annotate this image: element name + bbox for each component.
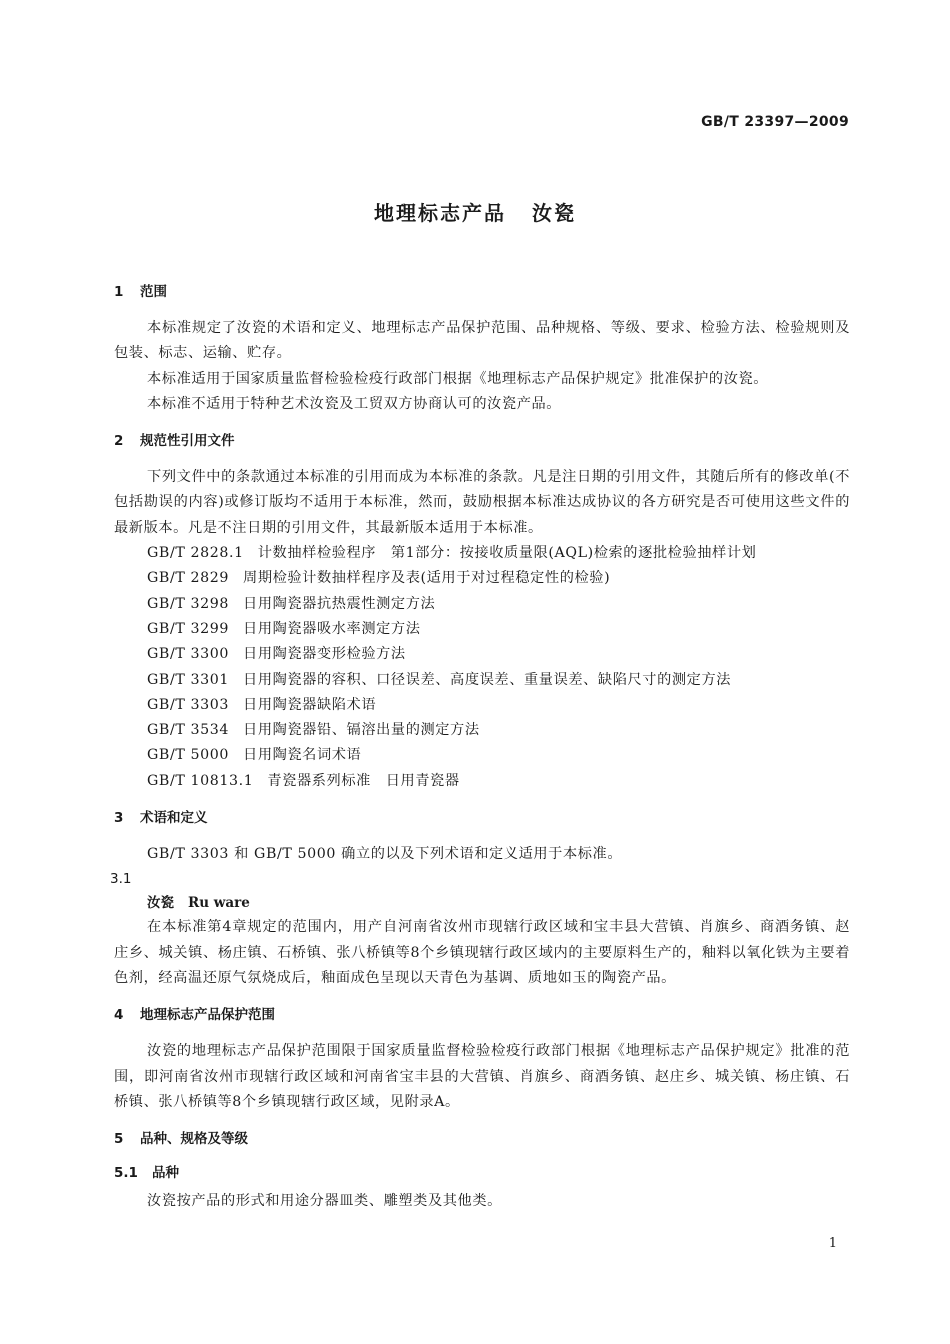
section-5-heading — [114, 1129, 850, 1149]
title-part-1: 地理标志产品 — [374, 201, 506, 225]
subsection-5-1-heading — [114, 1163, 850, 1183]
paragraph: GB/T 3303 和 GB/T 5000 确立的以及下列术语和定义适用于本标准。 — [147, 846, 623, 863]
term-heading — [114, 891, 850, 915]
section-number: 2 — [114, 433, 124, 450]
section-title: 术语和定义 — [140, 810, 208, 827]
reference-title: 日用陶瓷器变形检验方法 — [243, 646, 406, 663]
section-number: 3 — [114, 810, 124, 827]
paragraph: 汝瓷的地理标志产品保护范围限于国家质量监督检验检疫行政部门根据《地理标志产品保护规定》批准的范围，即河南省汝州市现辖行政区域和河南省宝丰县的大营镇、肖旗乡、商酒务镇、赵庄乡、城关镇、杨庄镇、石桥镇、张八桥镇等8个乡镇现辖行政区域，见附录A。 — [114, 1043, 850, 1110]
reference-item — [114, 718, 850, 743]
section-2-heading — [114, 431, 850, 451]
reference-title: 日用陶瓷器吸水率测定方法 — [243, 620, 421, 637]
reference-title: 日用陶瓷名词术语 — [243, 747, 362, 764]
paragraph: 本标准适用于国家质量监督检验检疫行政部门根据《地理标志产品保护规定》批准保护的汝瓷。 — [147, 370, 769, 387]
reference-code: GB/T 3298 — [147, 595, 230, 612]
reference-code: GB/T 10813.1 — [147, 772, 254, 789]
subsection-number: 5.1 — [114, 1165, 138, 1182]
reference-code: GB/T 2829 — [147, 570, 230, 587]
section-title: 品种、规格及等级 — [140, 1131, 248, 1148]
document-body — [110, 282, 850, 1214]
reference-item — [114, 541, 850, 566]
paragraph: 本标准不适用于特种艺术汝瓷及工贸双方协商认可的汝瓷产品。 — [147, 395, 562, 412]
section-title: 规范性引用文件 — [140, 433, 235, 450]
reference-item — [114, 617, 850, 642]
reference-title: 周期检验计数抽样程序及表(适用于对过程稳定性的检验) — [243, 570, 611, 587]
paragraph: 汝瓷按产品的形式和用途分器皿类、雕塑类及其他类。 — [147, 1193, 502, 1210]
term-chinese: 汝瓷 — [147, 895, 174, 912]
reference-code: GB/T 3301 — [147, 671, 230, 688]
section-number: 5 — [114, 1131, 124, 1148]
section-4-heading — [114, 1005, 850, 1025]
reference-code: GB/T 2828.1 — [147, 545, 244, 562]
paragraph: 下列文件中的条款通过本标准的引用而成为本标准的条款。凡是注日期的引用文件，其随后所有的修改单(不包括勘误的内容)或修订版均不适用于本标准，然而，鼓励根据本标准达成协议的各方研究是否可使用这些文件的最新版本。凡是不注日期的引用文件，其最新版本适用于本标准。 — [114, 469, 850, 536]
reference-item — [114, 642, 850, 667]
reference-code: GB/T 3534 — [147, 722, 230, 739]
reference-item — [114, 693, 850, 718]
section-number: 1 — [114, 284, 124, 300]
section-1-heading — [114, 282, 850, 302]
term-english: Ru ware — [188, 895, 250, 912]
reference-code: GB/T 3299 — [147, 620, 230, 637]
page-number: 1 — [828, 1236, 837, 1251]
reference-title: 日用陶瓷器铅、镉溶出量的测定方法 — [243, 722, 480, 739]
subsection-title: 品种 — [152, 1165, 179, 1182]
title-part-2: 汝瓷 — [532, 201, 576, 225]
reference-item — [114, 743, 850, 768]
paragraph: 本标准规定了汝瓷的术语和定义、地理标志产品保护范围、品种规格、等级、要求、检验方法、检验规则及包装、标志、运输、贮存。 — [114, 320, 850, 362]
term-definition: 在本标准第4章规定的范围内，用产自河南省汝州市现辖行政区域和宝丰县大营镇、肖旗乡、商酒务镇、赵庄乡、城关镇、杨庄镇、石桥镇、张八桥镇等8个乡镇现辖行政区域内的主要原料生产的，釉料以氧化铁为主要着色剂，经高温还原气氛烧成后，釉面成色呈现以天青色为基调、质地如玉的陶瓷产品。 — [114, 919, 850, 986]
reference-title: 计数抽样检验程序 第1部分：按接收质量限(AQL)检索的逐批检验抽样计划 — [257, 545, 757, 562]
reference-title: 日用陶瓷器缺陷术语 — [243, 696, 377, 713]
reference-code: GB/T 3303 — [147, 696, 230, 713]
reference-title: 日用陶瓷器抗热震性测定方法 — [243, 595, 436, 612]
reference-item — [114, 566, 850, 591]
standard-code: GB/T 23397—2009 — [701, 114, 849, 130]
reference-item — [114, 668, 850, 693]
reference-item — [114, 592, 850, 617]
document-title — [0, 197, 950, 226]
section-3-heading — [114, 808, 850, 828]
reference-title: 青瓷器系列标准 日用青瓷器 — [267, 772, 460, 789]
reference-code: GB/T 5000 — [147, 747, 230, 764]
reference-item — [114, 769, 850, 794]
term-number: 3.1 — [110, 871, 132, 888]
reference-code: GB/T 3300 — [147, 646, 230, 663]
section-number: 4 — [114, 1007, 124, 1024]
section-title: 范围 — [140, 284, 167, 300]
section-title: 地理标志产品保护范围 — [140, 1007, 275, 1024]
reference-title: 日用陶瓷器的容积、口径误差、高度误差、重量误差、缺陷尺寸的测定方法 — [243, 671, 732, 688]
